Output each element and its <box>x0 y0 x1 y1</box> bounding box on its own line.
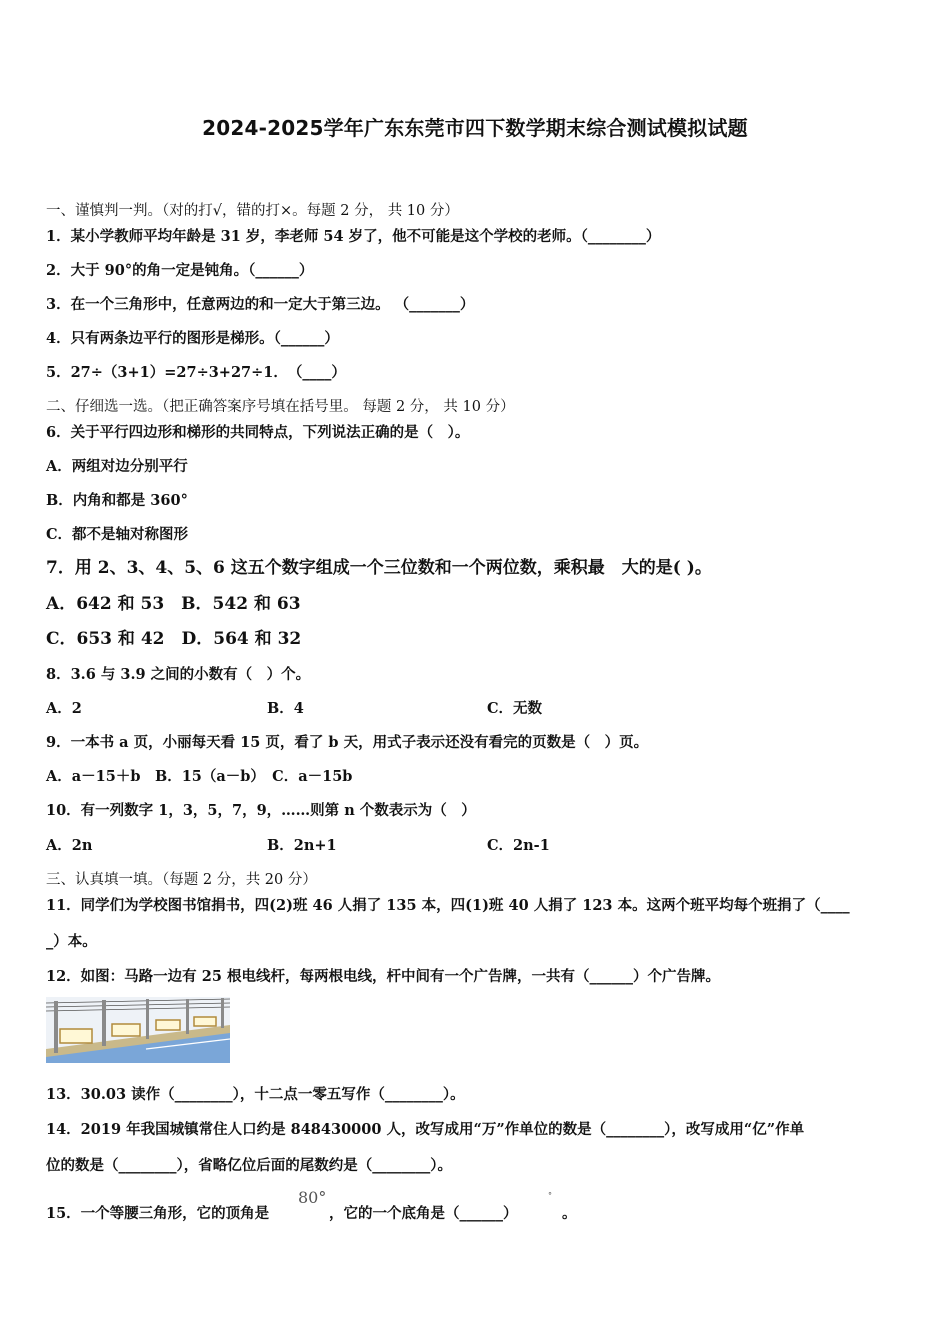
question-10-option-a: A．2n <box>46 837 93 854</box>
question-5: 5．27÷（3+1）=27÷3+27÷1． （____） <box>46 364 346 381</box>
question-4: 4．只有两条边平行的图形是梯形。（______） <box>46 330 339 347</box>
question-11-line-1: 11．同学们为学校图书馆捐书，四(2)班 46 人捐了 135 本，四(1)班 40 人捐了 123 本。这两个班平均每个班捐了（____ <box>46 897 850 914</box>
question-15-suffix: ，它的一个底角是（______） <box>329 1205 518 1222</box>
vertex-angle-value: 80° <box>298 1188 327 1207</box>
page-title: 2024-2025学年广东东莞市四下数学期末综合测试模拟试题 <box>202 116 748 140</box>
question-8-option-b: B．4 <box>267 700 304 717</box>
question-1: 1．某小学教师平均年龄是 31 岁，李老师 54 岁了，他不可能是这个学校的老师。（________） <box>46 228 661 245</box>
question-6-option-b: B．内角和都是 360° <box>46 492 188 509</box>
question-10-option-c: C．2n-1 <box>487 837 550 854</box>
question-14-line-2: 位的数是（________），省略亿位后面的尾数约是（________）。 <box>46 1157 452 1174</box>
section-2-heading: 二、仔细选一选。（把正确答案序号填在括号里。 每题 2 分， 共 10 分） <box>46 399 515 415</box>
question-12: 12．如图：马路一边有 25 根电线杆，每两根电线，杆中间有一个广告牌，一共有（______）个广告牌。 <box>46 968 720 985</box>
question-15-end: 。 <box>562 1205 577 1222</box>
question-10: 10．有一列数字 1，3，5，7，9，……则第 n 个数表示为（ ） <box>46 802 476 819</box>
degree-mark: ° <box>548 1191 552 1200</box>
section-3-heading: 三、认真填一填。（每题 2 分，共 20 分） <box>46 872 317 888</box>
question-2: 2．大于 90°的角一定是钝角。（______） <box>46 262 314 279</box>
question-13: 13．30.03 读作（________），十二点一零五写作（________）。 <box>46 1086 465 1103</box>
question-3: 3．在一个三角形中，任意两边的和一定大于第三边。 （_______） <box>46 296 475 313</box>
question-15 <box>46 1204 269 1224</box>
question-10-option-b: B．2n+1 <box>267 837 337 854</box>
question-9-options: A．a－15＋b B．15（a－b） C．a－15b <box>46 768 353 785</box>
question-6-option-a: A．两组对边分别平行 <box>46 458 188 475</box>
question-11-line-2: _）本。 <box>46 933 97 950</box>
question-14-line-1: 14．2019 年我国城镇常住人口约是 848430000 人，改写成用“万”作单位的数是（________），改写成用“亿”作单 <box>46 1121 805 1138</box>
question-15-prefix: 15．一个等腰三角形，它的顶角是 <box>46 1205 270 1222</box>
question-6-option-c: C．都不是轴对称图形 <box>46 526 189 543</box>
question-9: 9．一本书 a 页，小丽每天看 15 页，看了 b 天，用式子表示还没有看完的页数是（ ）页。 <box>46 734 649 751</box>
question-8-option-a: A．2 <box>46 700 82 717</box>
poles-and-billboards-illustration <box>46 997 230 1063</box>
question-6: 6．关于平行四边形和梯形的共同特点，下列说法正确的是（ ）。 <box>46 424 470 441</box>
question-8: 8．3.6 与 3.9 之间的小数有（ ）个。 <box>46 666 311 683</box>
section-1-heading: 一、谨慎判一判。（对的打√，错的打×。每题 2 分， 共 10 分） <box>46 203 459 219</box>
question-7-options-cd: C．653 和 42 D．564 和 32 <box>46 629 302 649</box>
question-7: 7．用 2、3、4、5、6 这五个数字组成一个三位数和一个两位数，乘积最 大的是( )。 <box>46 558 712 578</box>
question-8-option-c: C．无数 <box>487 700 543 717</box>
question-7-options-ab: A．642 和 53 B．542 和 63 <box>46 594 301 614</box>
